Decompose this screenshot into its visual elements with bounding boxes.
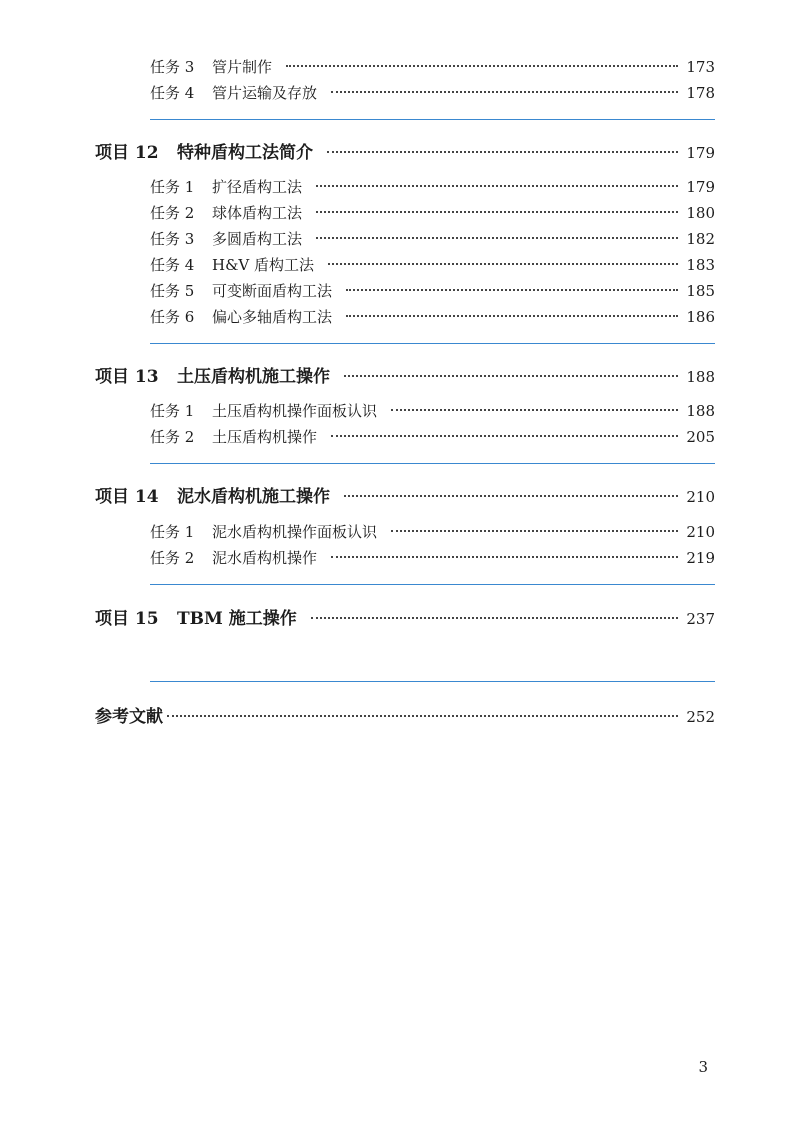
task-number: 任务 3 xyxy=(150,58,195,76)
toc-entry-task[interactable] xyxy=(150,82,715,106)
page-number: 3 xyxy=(698,1058,708,1076)
toc-entry-task[interactable] xyxy=(150,426,715,450)
toc-entry-task[interactable] xyxy=(150,228,715,252)
task-title: 偏心多轴盾构工法 xyxy=(212,308,333,326)
dot-leader xyxy=(344,495,678,497)
toc-entry-task[interactable] xyxy=(150,176,715,200)
page-ref: 210 xyxy=(686,488,715,506)
toc-entry-references[interactable] xyxy=(95,702,715,726)
project-title: 泥水盾构机施工操作 xyxy=(177,487,330,507)
dot-leader xyxy=(344,375,678,377)
task-number: 任务 2 xyxy=(150,549,195,567)
task-number: 任务 2 xyxy=(150,428,195,446)
task-number: 任务 5 xyxy=(150,282,195,300)
task-number: 任务 2 xyxy=(150,204,195,222)
dot-leader xyxy=(391,409,678,411)
project-title: TBM 施工操作 xyxy=(177,609,297,629)
project-title: 土压盾构机施工操作 xyxy=(177,367,330,387)
task-title: 球体盾构工法 xyxy=(212,204,303,222)
page-ref: 188 xyxy=(686,402,715,420)
dot-leader xyxy=(391,530,678,532)
task-number: 任务 1 xyxy=(150,178,195,196)
task-number: 任务 4 xyxy=(150,84,195,102)
page-ref: 183 xyxy=(686,256,715,274)
page-ref: 179 xyxy=(686,178,715,196)
dot-leader xyxy=(331,91,678,93)
dot-leader xyxy=(346,289,678,291)
task-number: 任务 3 xyxy=(150,230,195,248)
toc-entry-task[interactable] xyxy=(150,400,715,424)
project-number: 项目 14 xyxy=(95,487,159,507)
task-title: 土压盾构机操作 xyxy=(212,428,318,446)
task-title: 管片制作 xyxy=(212,58,273,76)
section-divider xyxy=(150,463,715,464)
section-divider xyxy=(150,343,715,344)
dot-leader xyxy=(331,556,678,558)
page-ref: 219 xyxy=(686,549,715,567)
dot-leader xyxy=(167,715,678,717)
dot-leader xyxy=(331,435,678,437)
page-ref: 180 xyxy=(686,204,715,222)
task-title: 多圆盾构工法 xyxy=(212,230,303,248)
page-ref: 252 xyxy=(686,708,715,726)
toc-entry-task[interactable] xyxy=(150,547,715,571)
task-number: 任务 4 xyxy=(150,256,195,274)
page-ref: 179 xyxy=(686,144,715,162)
toc-entry-project[interactable] xyxy=(95,362,715,386)
project-title: 特种盾构工法简介 xyxy=(177,143,313,163)
page-ref: 173 xyxy=(686,58,715,76)
page-ref: 205 xyxy=(686,428,715,446)
toc-entry-task[interactable] xyxy=(150,202,715,226)
task-number: 任务 1 xyxy=(150,402,195,420)
page-ref: 237 xyxy=(686,610,715,628)
task-title: 管片运输及存放 xyxy=(212,84,318,102)
dot-leader xyxy=(328,263,678,265)
page-ref: 186 xyxy=(686,308,715,326)
section-divider xyxy=(150,119,715,120)
toc-entry-project[interactable] xyxy=(95,482,715,506)
toc-entry-task[interactable] xyxy=(150,280,715,304)
toc-entry-task[interactable] xyxy=(150,521,715,545)
dot-leader xyxy=(327,151,678,153)
task-number: 任务 6 xyxy=(150,308,195,326)
references-title: 参考文献 xyxy=(95,707,163,727)
task-number: 任务 1 xyxy=(150,523,195,541)
task-title: H&V 盾构工法 xyxy=(212,256,315,274)
toc-entry-project[interactable] xyxy=(95,604,715,628)
page-ref: 178 xyxy=(686,84,715,102)
toc-entry-task[interactable] xyxy=(150,56,715,80)
toc-entry-task[interactable] xyxy=(150,306,715,330)
dot-leader xyxy=(311,617,679,619)
dot-leader xyxy=(286,65,678,67)
task-title: 扩径盾构工法 xyxy=(212,178,303,196)
project-number: 项目 12 xyxy=(95,143,159,163)
toc-entry-project[interactable] xyxy=(95,138,715,162)
page-ref: 210 xyxy=(686,523,715,541)
dot-leader xyxy=(346,315,678,317)
dot-leader xyxy=(316,211,678,213)
section-divider xyxy=(150,681,715,682)
page-ref: 188 xyxy=(686,368,715,386)
page-ref: 182 xyxy=(686,230,715,248)
toc-entry-task[interactable] xyxy=(150,254,715,278)
page-ref: 185 xyxy=(686,282,715,300)
task-title: 可变断面盾构工法 xyxy=(212,282,333,300)
project-number: 项目 13 xyxy=(95,367,159,387)
project-number: 项目 15 xyxy=(95,609,159,629)
dot-leader xyxy=(316,185,678,187)
task-title: 泥水盾构机操作 xyxy=(212,549,318,567)
section-divider xyxy=(150,584,715,585)
dot-leader xyxy=(316,237,678,239)
task-title: 泥水盾构机操作面板认识 xyxy=(212,523,378,541)
task-title: 土压盾构机操作面板认识 xyxy=(212,402,378,420)
